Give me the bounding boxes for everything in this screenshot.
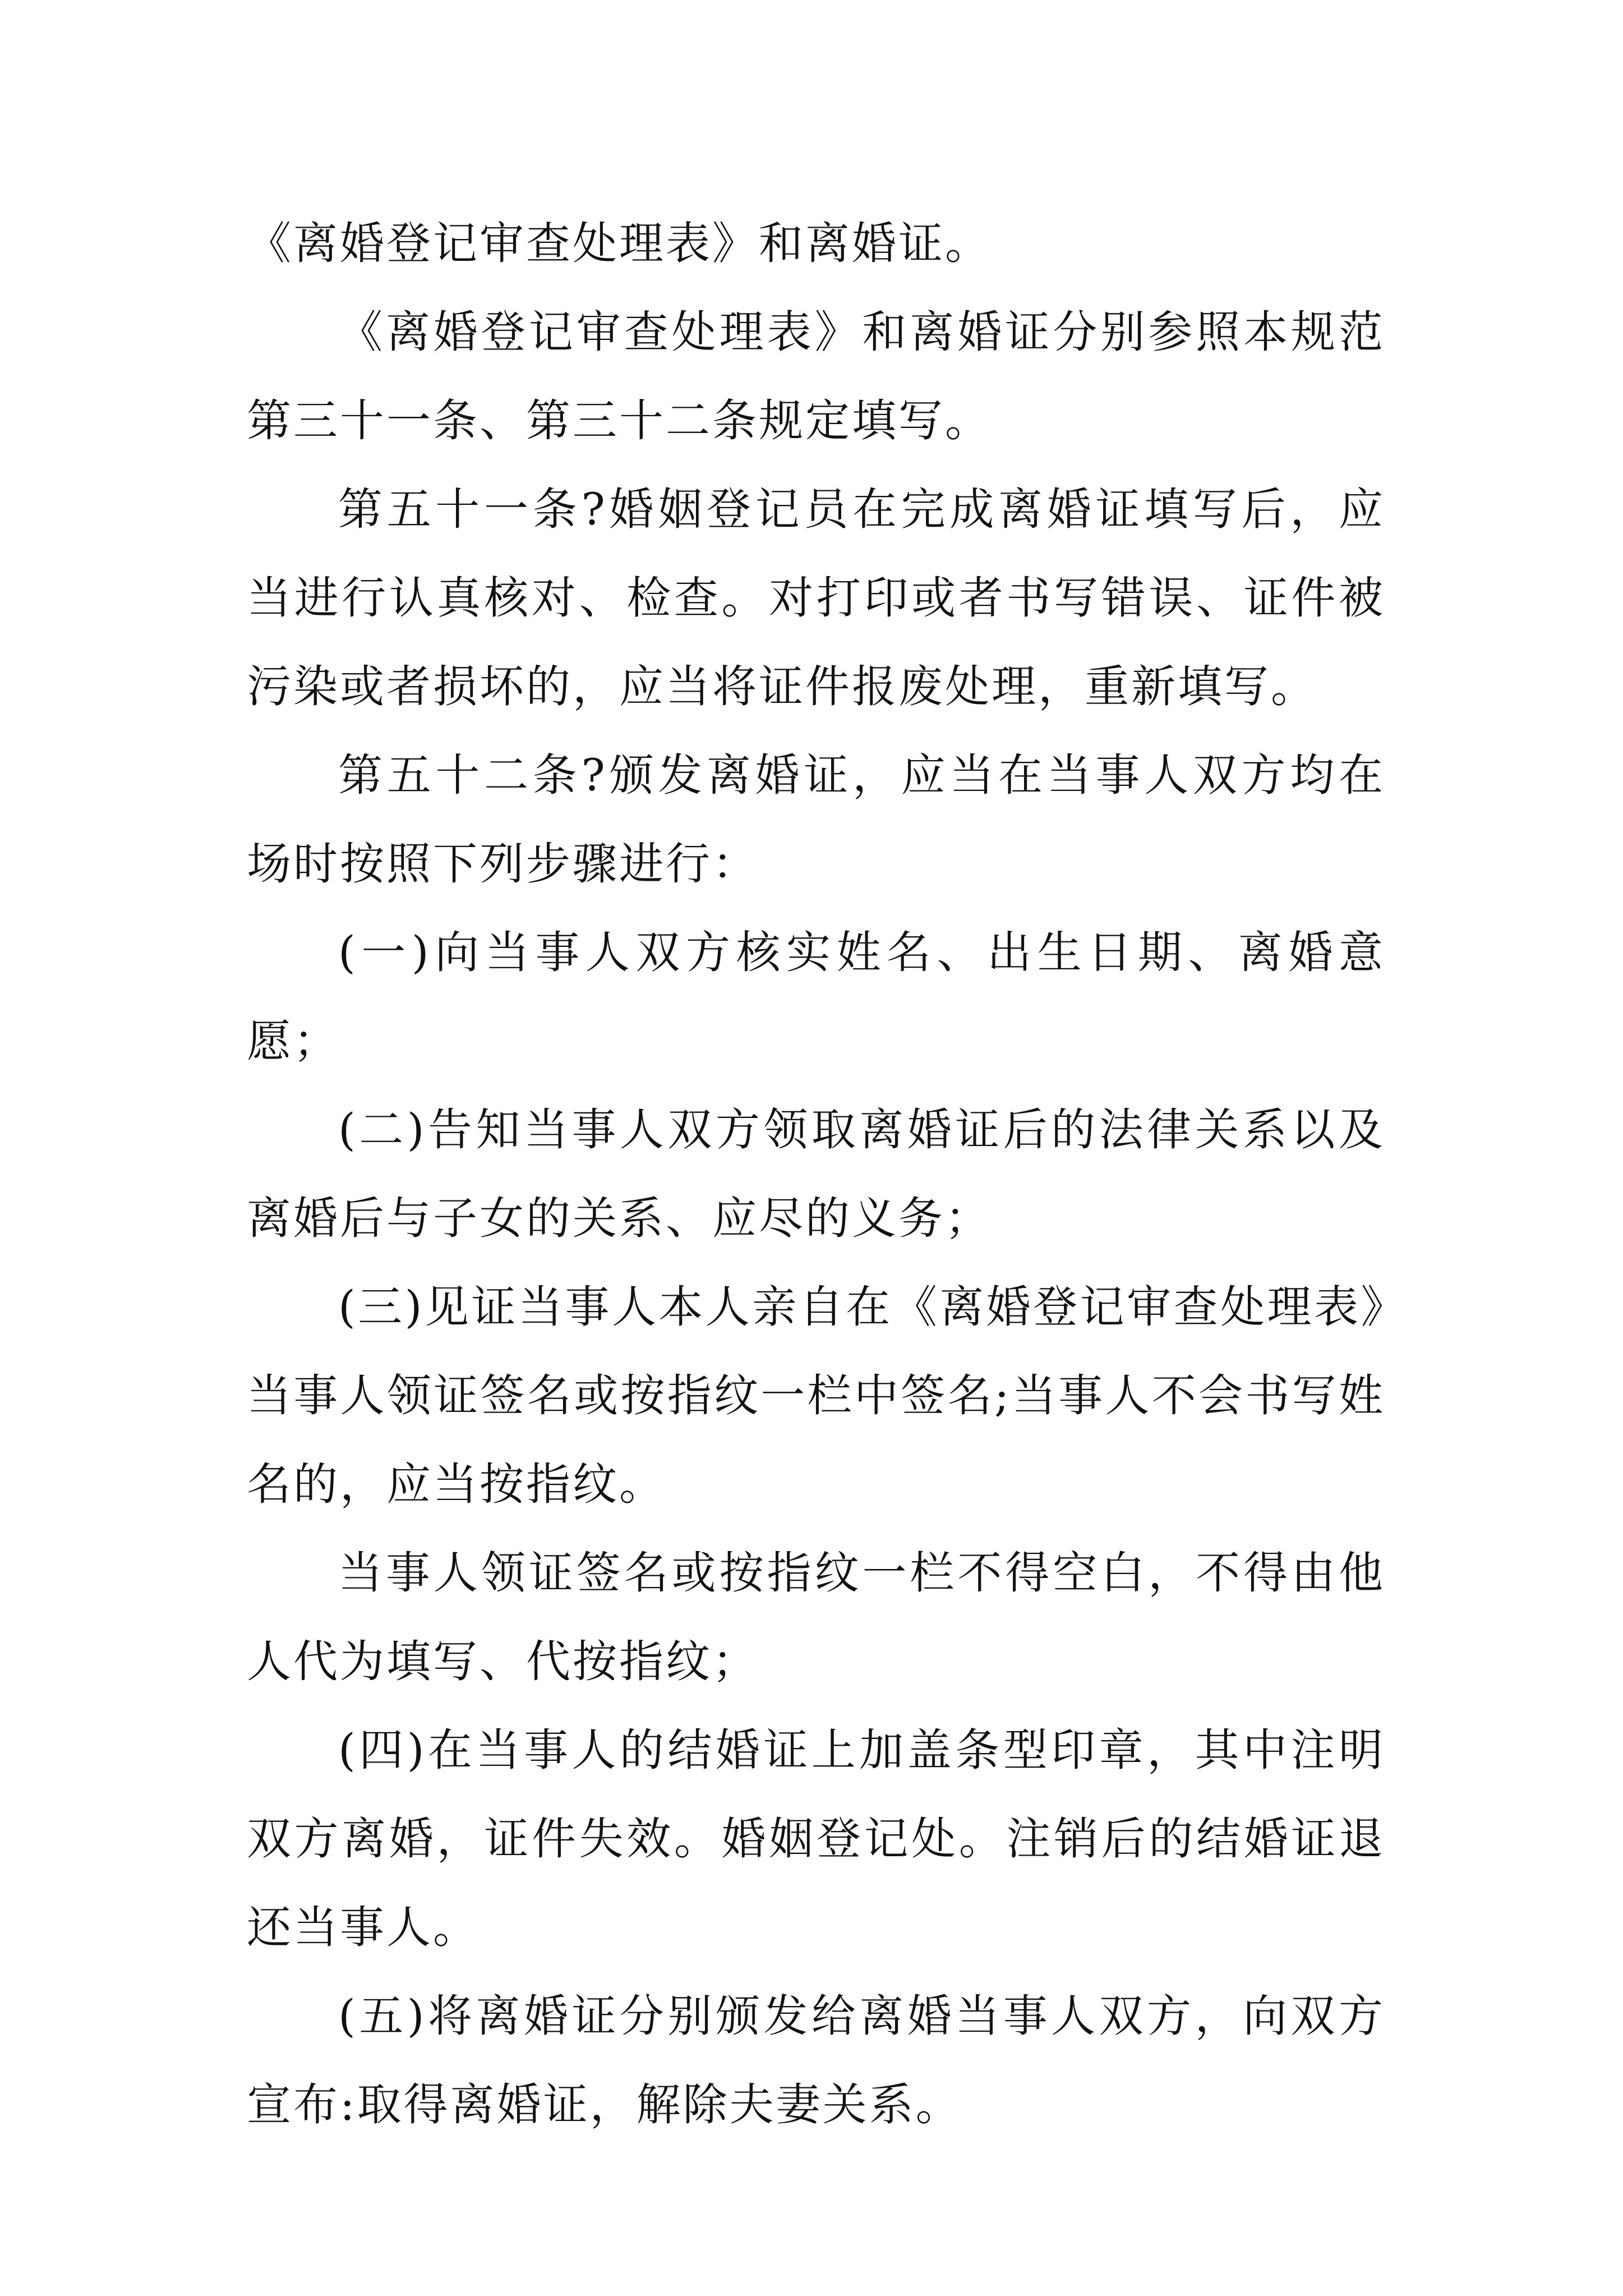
paragraph-step-3: (三)见证当事人本人亲自在《离婚登记审查处理表》当事人领证签名或按指纹一栏中签名;当事人不会书写姓名的，应当按指纹。: [247, 1281, 1385, 1510]
paragraph-signature-rule: 当事人领证签名或按指纹一栏不得空白，不得由他人代为填写、代按指纹；: [247, 1547, 1385, 1687]
paragraph-continuation: 《离婚登记审查处理表》和离婚证。: [247, 218, 992, 269]
paragraph-form-reference: 《离婚登记审查处理表》和离婚证分别参照本规范第三十一条、第三十二条规定填写。: [247, 306, 1385, 447]
paragraph-article-52: 第五十二条?颁发离婚证，应当在当事人双方均在场时按照下列步骤进行：: [247, 749, 1385, 890]
document-body: [247, 199, 1385, 2149]
paragraph-step-2: (二)告知当事人双方领取离婚证后的法律关系以及离婚后与子女的关系、应尽的义务；: [247, 1104, 1385, 1244]
paragraph-step-1: (一)向当事人双方核实姓名、出生日期、离婚意愿；: [247, 927, 1385, 1067]
paragraph-step-5: (五)将离婚证分别颁发给离婚当事人双方，向双方宣布:取得离婚证，解除夫妻关系。: [247, 1990, 1385, 2131]
paragraph-step-4: (四)在当事人的结婚证上加盖条型印章，其中注明双方离婚，证件失效。婚姻登记处。注销后的结婚证退还当事人。: [247, 1724, 1385, 1953]
paragraph-article-51: 第五十一条?婚姻登记员在完成离婚证填写后，应当进行认真核对、检查。对打印或者书写错误、证件被污染或者损坏的，应当将证件报废处理，重新填写。: [247, 484, 1385, 712]
